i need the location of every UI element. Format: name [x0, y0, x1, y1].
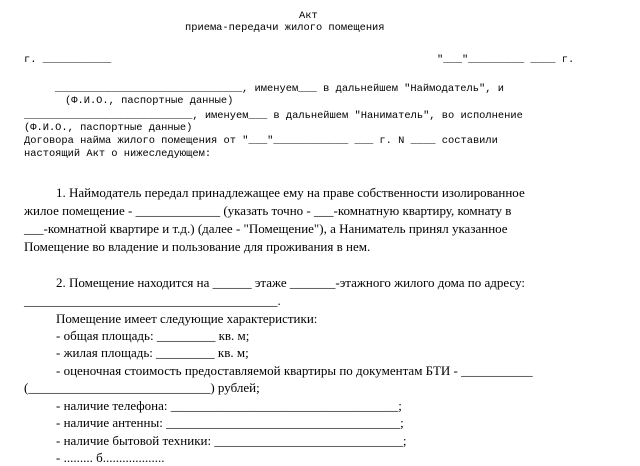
- paragraph-1-line-3: ___-комнатной квартире и т.д.) (далее - "Помещение"), а Наниматель принял указанное: [24, 221, 508, 236]
- document-subtitle: приема-передачи жилого помещения: [185, 22, 385, 34]
- place-date-right: "___"_________ ____ г.: [437, 54, 575, 66]
- place-date-left: г. ___________: [24, 54, 112, 66]
- characteristics-intro: Помещение имеет следующие характеристики:: [56, 311, 318, 326]
- tenant-hint: (Ф.И.О., паспортные данные): [24, 122, 193, 134]
- paragraph-2-line-1: 2. Помещение находится на ______ этаже _______-этажного жилого дома по адресу:: [56, 275, 526, 290]
- characteristics-living-area: - жилая площадь: _________ кв. м;: [56, 345, 249, 360]
- tenant-line: ___________________________, именуем___ в дальнейшем "Наниматель", во исполнение: [24, 110, 523, 122]
- characteristics-appliances: - наличие бытовой техники: _____________________________;: [56, 433, 407, 448]
- paragraph-1-line-2: жилое помещение - _____________ (указать точно - ___-комнатную квартиру, комнату в: [24, 203, 512, 218]
- paragraph-1-line-1: 1. Наймодатель передал принадлежащее ему на праве собственности изолированное: [56, 185, 525, 200]
- landlord-hint: (Ф.И.О., паспортные данные): [65, 95, 234, 107]
- characteristics-total-area: - общая площадь: _________ кв. м;: [56, 328, 250, 343]
- characteristics-phone: - наличие телефона: ___________________________________;: [56, 398, 402, 413]
- paragraph-2-line-2: _______________________________________.: [24, 293, 281, 308]
- landlord-line: ______________________________, именуем___ в дальнейшем "Наймодатель", и: [55, 83, 504, 95]
- characteristics-cut-line: - ......... б...................: [56, 450, 165, 465]
- characteristics-value-line-2: (____________________________) рублей;: [24, 380, 260, 395]
- document-title: Акт: [299, 10, 318, 22]
- characteristics-value-line-1: - оценочная стоимость предоставляемой квартиры по документам БТИ - ___________: [56, 363, 533, 378]
- characteristics-antenna: - наличие антенны: ____________________________________;: [56, 415, 404, 430]
- contract-line-2: настоящий Акт о нижеследующем:: [24, 148, 212, 160]
- paragraph-1-line-4: Помещение во владение и пользование для проживания в нем.: [24, 239, 371, 254]
- contract-line-1: Договора найма жилого помещения от "___"____________ ___ г. N ____ составили: [24, 135, 498, 147]
